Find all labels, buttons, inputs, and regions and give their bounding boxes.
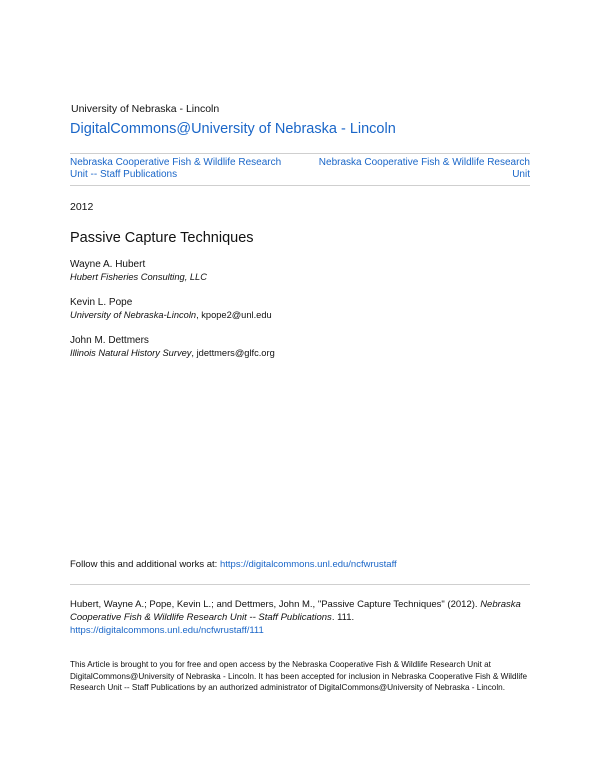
author-affiliation: University of Nebraska-Lincoln [70, 310, 197, 320]
author-affiliation: Illinois Natural History Survey [70, 348, 192, 358]
author-block [70, 296, 272, 322]
author-name: Wayne A. Hubert [70, 259, 146, 270]
follow-link[interactable]: https://digitalcommons.unl.edu/ncfwrustaff [219, 559, 397, 570]
collection-link-right[interactable]: Nebraska Cooperative Fish & Wildlife Research Unit [318, 157, 530, 180]
author-affiliation: Hubert Fisheries Consulting, LLC [70, 272, 207, 282]
citation-block [70, 598, 532, 637]
author-email[interactable]: , jdettmers@glfc.org [191, 348, 275, 358]
access-statement: This Article is brought to you for free and open access by the Nebraska Cooperative Fish & Wildlife Research Unit at DigitalCommons@University of Nebraska - Lincoln. It has been accepted for inclusion in Nebraska Cooperative Fish & Wildlife Research Unit -- Staff Publications by an authorized administrator of DigitalCommons@University of Nebraska - Lincoln. [70, 660, 528, 693]
author-block [70, 258, 207, 284]
citation-prefix: Hubert, Wayne A.; Pope, Kevin L.; and Dettmers, John M., "Passive Capture Techniques" (2012). [70, 599, 481, 610]
author-name: Kevin L. Pope [70, 297, 133, 308]
repository-link[interactable]: DigitalCommons@University of Nebraska - Lincoln [70, 121, 396, 137]
follow-line [70, 559, 397, 570]
citation-number: . 111. [331, 612, 355, 623]
author-block [70, 334, 275, 360]
citation-series: Nebraska Cooperative Fish & Wildlife Research Unit -- Staff Publications [70, 599, 521, 623]
citation-link[interactable]: https://digitalcommons.unl.edu/ncfwrustaff/111 [70, 625, 264, 636]
divider-collections [70, 185, 530, 186]
author-name: John M. Dettmers [70, 335, 149, 346]
author-email[interactable]: , kpope2@unl.edu [196, 310, 272, 320]
publication-year: 2012 [70, 201, 94, 213]
article-title: Passive Capture Techniques [70, 230, 254, 246]
institution-name: University of Nebraska - Lincoln [71, 103, 220, 115]
divider-top [70, 153, 530, 154]
collection-link-left[interactable]: Nebraska Cooperative Fish & Wildlife Research Unit -- Staff Publications [70, 157, 282, 180]
follow-text: Follow this and additional works at: [70, 559, 220, 570]
divider-citation [70, 584, 530, 585]
